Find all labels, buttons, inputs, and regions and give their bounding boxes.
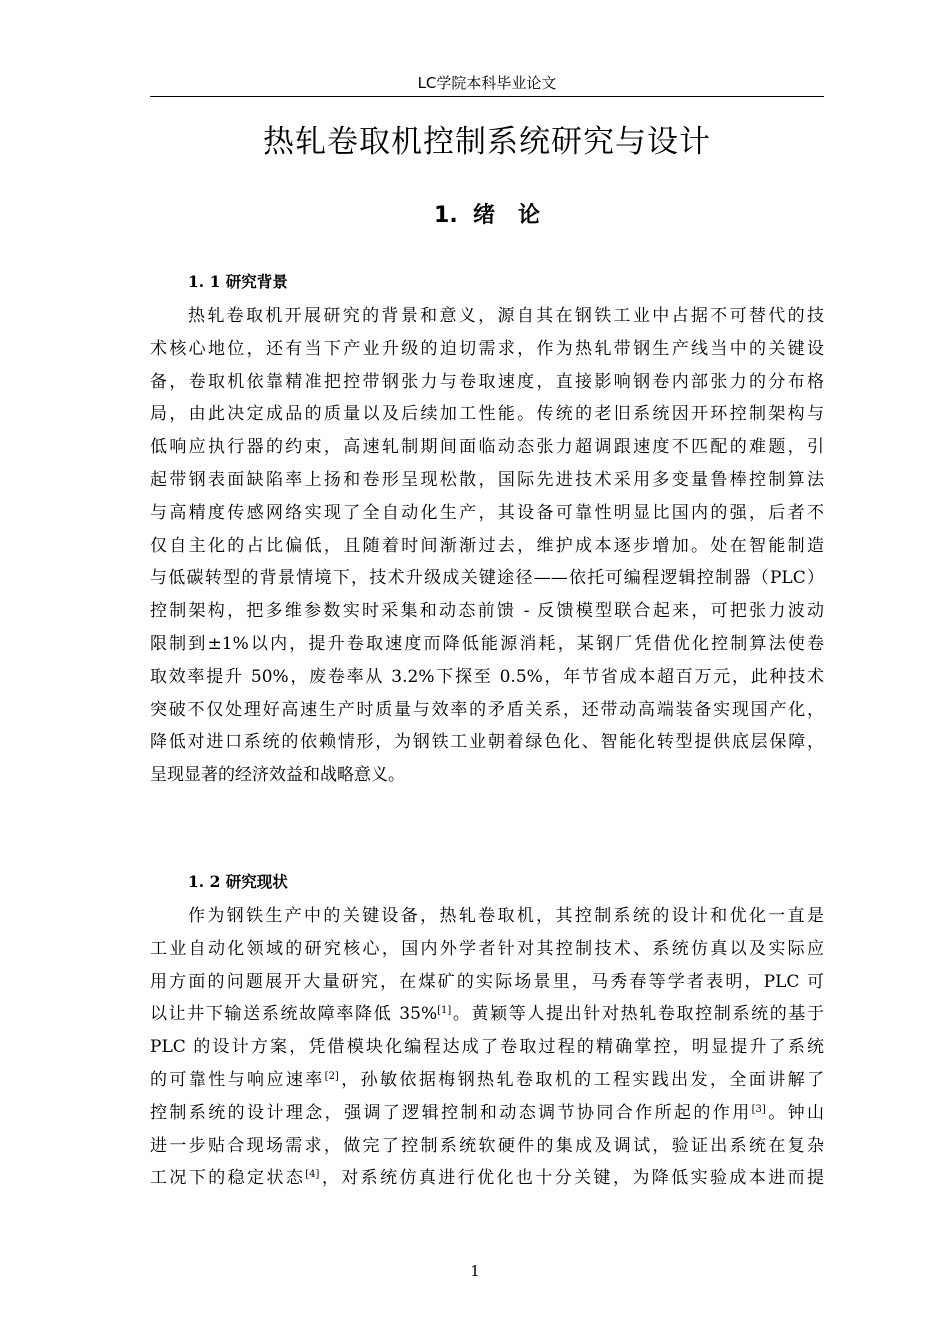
text-run: 。钟山 — [765, 1102, 825, 1123]
text-line: 降低对进口系统的依赖情形，为钢铁工业朝着绿色化、智能化转型提供底层保障， — [150, 732, 824, 753]
text-line — [150, 1064, 824, 1097]
text-line: 突破不仅处理好高速生产时质量与效率的矛盾关系，还带动高端装备实现国产化， — [150, 699, 824, 720]
citation-ref: [1] — [437, 1005, 452, 1017]
text-line — [150, 1130, 824, 1163]
text-run: 。黄颖等人提出针对热轧卷取控制系统的基于 — [451, 1004, 824, 1025]
text-line — [150, 1031, 824, 1064]
text-run: 作为钢铁生产中的关键设备，热轧卷取机，其控制系统的设计和优化一直是 — [188, 906, 824, 926]
text-line — [150, 1162, 824, 1195]
text-line: 备，卷取机依靠精准把控带钢张力与卷取速度，直接影响钢卷内部张力的分布格 — [150, 371, 824, 392]
text-run: 以让井下输送系统故障率降低 35% — [150, 1004, 438, 1025]
text-line: 局，由此决定成品的质量以及后续加工性能。传统的老旧系统因开环控制架构与 — [150, 404, 824, 425]
text-line — [150, 1097, 824, 1130]
text-line: 呈现显著的经济效益和战略意义。 — [150, 765, 405, 786]
citation-ref: [3] — [751, 1103, 766, 1115]
header-text: LC学院本科毕业论文 — [417, 74, 557, 92]
text-line: 术核心地位，还有当下产业升级的迫切需求，作为热轧带钢生产线当中的关键设 — [150, 338, 824, 359]
thesis-title: 热轧卷取机控制系统研究与设计 — [263, 124, 711, 160]
text-run: 的可靠性与响应速率 — [150, 1069, 325, 1090]
text-line: 仅自主化的占比偏低，且随着时间渐渐过去，维护成本逐步增加。处在智能制造 — [150, 535, 824, 556]
text-line: 取效率提升 50%，废卷率从 3.2%下探至 0.5%，年节省成本超百万元，此种技术 — [150, 666, 824, 687]
page-header — [150, 66, 824, 97]
paragraph-research-status — [150, 900, 824, 1195]
text-run: ，对系统仿真进行优化也十分关键，为降低实验成本进而提 — [319, 1168, 825, 1189]
text-run: 用方面的问题展开大量研究，在煤矿的实际场景里，马秀春等学者表明，PLC 可 — [150, 971, 824, 992]
text-line — [150, 998, 824, 1031]
text-line: 热轧卷取机开展研究的背景和意义，源自其在钢铁工业中占据不可替代的技 — [188, 306, 824, 326]
text-line — [150, 900, 824, 933]
chapter-heading: 1. 绪 论 — [434, 203, 540, 228]
text-line: 起带钢表面缺陷率上扬和卷形呈现松散，国际先进技术采用多变量鲁棒控制算法 — [150, 469, 824, 490]
text-run: PLC 的设计方案，凭借模块化编程达成了卷取过程的精确掌控，明显提升了系统 — [150, 1037, 824, 1058]
text-run: ，孙敏依据梅钢热轧卷取机的工程实践出发，全面讲解了 — [338, 1069, 825, 1090]
text-line — [150, 933, 824, 966]
text-line: 控制架构，把多维参数实时采集和动态前馈 - 反馈模型联合起来，可把张力波动 — [150, 601, 824, 622]
section-heading-1-2: 1. 2 研究现状 — [188, 872, 288, 891]
citation-ref: [2] — [324, 1070, 339, 1082]
text-run: 工业自动化领域的研究核心，国内外学者针对其控制技术、系统仿真以及实际应 — [150, 938, 824, 959]
text-run: 工况下的稳定状态 — [150, 1168, 306, 1189]
paragraph-research-background — [150, 300, 824, 792]
text-line: 低响应执行器的约束，高速轧制期间面临动态张力超调跟速度不匹配的难题，引 — [150, 437, 824, 458]
citation-ref: [4] — [305, 1169, 320, 1181]
text-run: 进一步贴合现场需求，做完了控制系统软硬件的集成及调试，验证出系统在复杂 — [150, 1135, 824, 1156]
text-line: 与高精度传感网络实现了全自动化生产，其设备可靠性明显比国内的强，后者不 — [150, 502, 824, 523]
section-heading-1-1: 1. 1 研究背景 — [188, 272, 288, 291]
text-line — [150, 966, 824, 999]
text-run: 控制系统的设计理念，强调了逻辑控制和动态调节协同合作所起的作用 — [150, 1102, 752, 1123]
text-line: 限制到±1%以内，提升卷取速度而降低能源消耗，某钢厂凭借优化控制算法使卷 — [150, 633, 824, 654]
text-line: 与低碳转型的背景情境下，技术升级成关键途径——依托可编程逻辑控制器（PLC） — [150, 568, 824, 589]
page-number: 1 — [470, 1262, 480, 1280]
